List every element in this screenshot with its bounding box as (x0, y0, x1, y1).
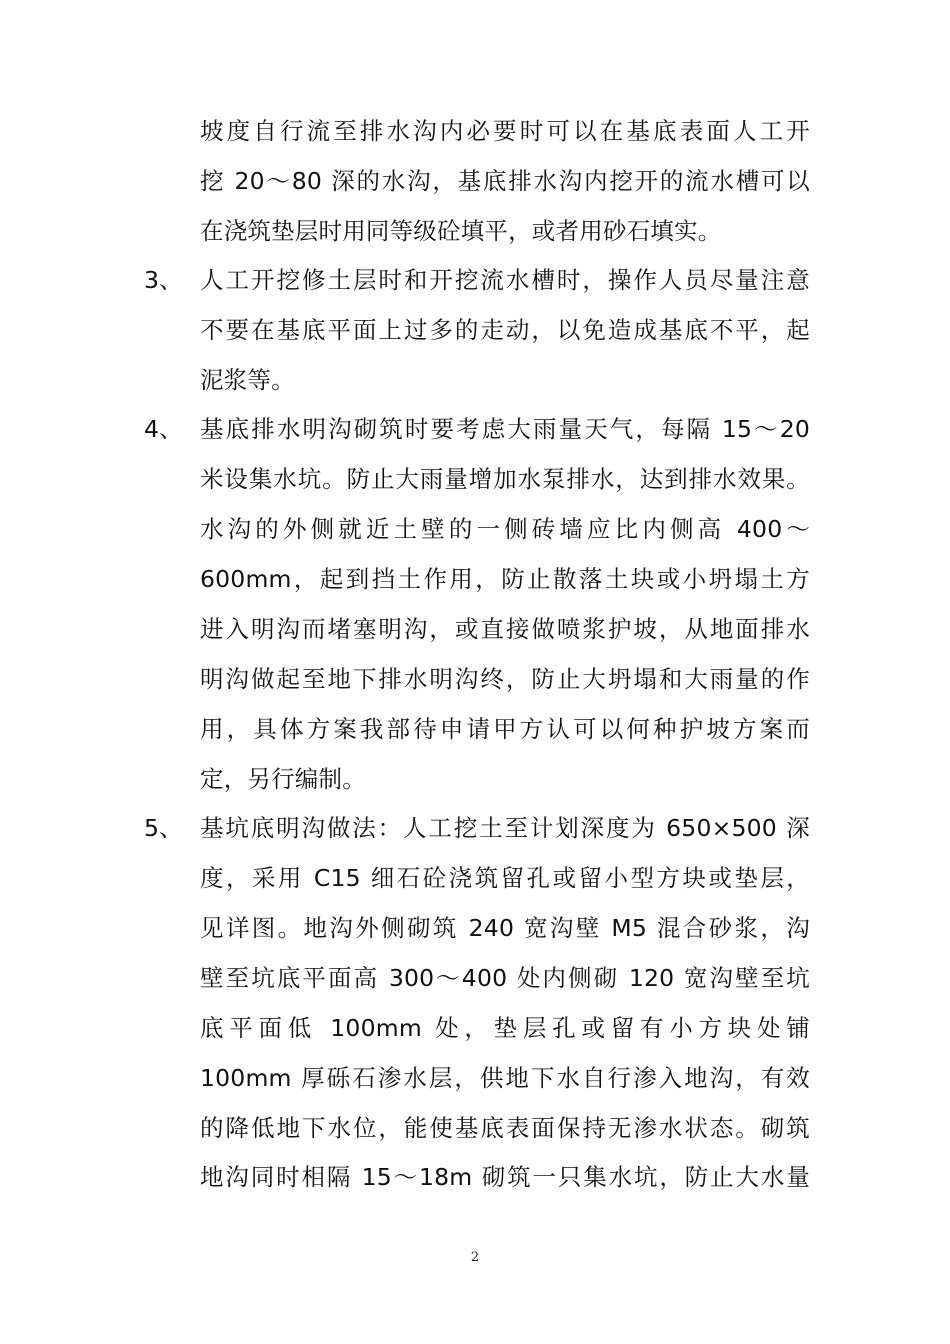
list-item-number: 5、 (144, 814, 183, 842)
paragraph-line: 定，另行编制。 (200, 765, 366, 793)
paragraph-line: 底平面低 100mm 处，垫层孔或留有小方块处铺 (200, 1014, 810, 1042)
paragraph-line: 见详图。地沟外侧砌筑 240 宽沟壁 M5 混合砂浆，沟 (200, 914, 810, 942)
paragraph-line: 人工开挖修土层时和开挖流水槽时，操作人员尽量注意 (200, 266, 810, 294)
paragraph-line: 米设集水坑。防止大雨量增加水泵排水，达到排水效果。 (200, 465, 810, 493)
list-item-number: 4、 (144, 415, 183, 443)
paragraph-line: 不要在基底平面上过多的走动，以免造成基底不平，起 (200, 316, 810, 344)
paragraph-line: 用，具体方案我部待申请甲方认可以何种护坡方案而 (200, 715, 810, 743)
paragraph-line: 坡度自行流至排水沟内必要时可以在基底表面人工开 (200, 117, 810, 145)
paragraph-line: 600mm，起到挡土作用，防止散落土块或小坍塌土方 (200, 565, 810, 593)
paragraph-line: 基坑底明沟做法：人工挖土至计划深度为 650×500 深 (200, 814, 810, 842)
paragraph-line: 在浇筑垫层时用同等级砼填平，或者用砂石填实。 (200, 217, 722, 245)
paragraph-line: 进入明沟而堵塞明沟，或直接做喷浆护坡，从地面排水 (200, 615, 810, 643)
paragraph-line: 100mm 厚砾石渗水层，供地下水自行渗入地沟，有效 (200, 1064, 810, 1092)
paragraph-line: 度，采用 C15 细石砼浇筑留孔或留小型方块或垫层， (200, 864, 810, 892)
paragraph-line: 壁至坑底平面高 300～400 处内侧砌 120 宽沟壁至坑 (200, 964, 810, 992)
list-item-number: 3、 (144, 266, 183, 294)
paragraph-line: 泥浆等。 (200, 366, 295, 394)
paragraph-line: 挖 20～80 深的水沟，基底排水沟内挖开的流水槽可以 (200, 167, 810, 195)
page-number: 2 (470, 1250, 480, 1265)
paragraph-line: 明沟做起至地下排水明沟终，防止大坍塌和大雨量的作 (200, 665, 810, 693)
paragraph-line: 基底排水明沟砌筑时要考虑大雨量天气，每隔 15～20 (200, 415, 810, 443)
paragraph-line: 地沟同时相隔 15～18m 砌筑一只集水坑，防止大水量 (200, 1163, 810, 1191)
paragraph-line: 水沟的外侧就近土壁的一侧砖墙应比内侧高 400～ (200, 515, 810, 543)
paragraph-line: 的降低地下水位，能使基底表面保持无渗水状态。砌筑 (200, 1114, 810, 1142)
